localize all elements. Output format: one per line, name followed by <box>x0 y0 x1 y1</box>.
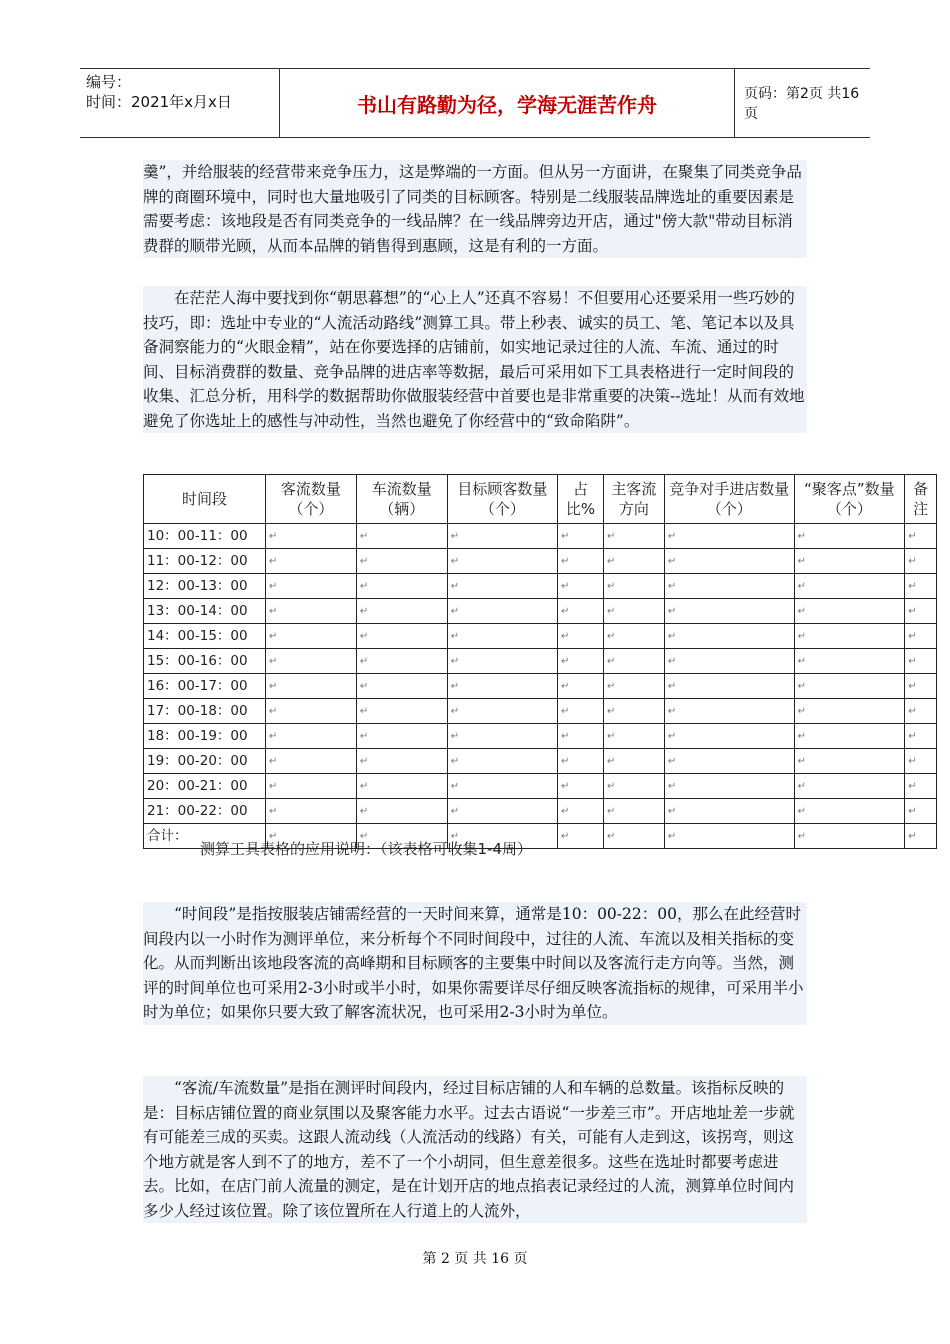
empty-data-cell <box>794 649 905 674</box>
paragraph-mark-icon: ↵ <box>667 581 677 592</box>
table-row <box>144 549 937 574</box>
paragraph-mark-icon: ↵ <box>908 606 917 617</box>
paragraph-mark-icon: ↵ <box>908 681 917 692</box>
empty-data-cell <box>356 724 447 749</box>
empty-data-cell <box>664 524 794 549</box>
table-body <box>144 524 937 849</box>
empty-data-cell <box>447 749 557 774</box>
paragraph-mark-icon: ↵ <box>667 556 677 567</box>
paragraph-mark-icon: ↵ <box>359 781 369 792</box>
paragraph-mark-icon: ↵ <box>908 831 917 842</box>
paragraph-mark-icon: ↵ <box>450 806 460 817</box>
paragraph-mark-icon: ↵ <box>667 706 677 717</box>
time-slot-cell: 14：00-15：00 <box>144 624 266 649</box>
empty-data-cell <box>905 549 937 574</box>
paragraph-mark-icon: ↵ <box>606 631 616 642</box>
paragraph-mark-icon: ↵ <box>450 781 460 792</box>
paragraph-mark-icon: ↵ <box>561 756 570 767</box>
paragraph-mark-icon: ↵ <box>797 631 806 642</box>
table-header-cell: 备注 <box>905 475 937 524</box>
paragraph-mark-icon: ↵ <box>450 556 460 567</box>
table-header-cell: 车流数量（辆） <box>356 475 447 524</box>
empty-data-cell <box>266 624 357 649</box>
empty-data-cell <box>447 774 557 799</box>
paragraph-mark-icon: ↵ <box>561 606 570 617</box>
paragraph-mark-icon: ↵ <box>561 681 570 692</box>
paragraph-mark-icon: ↵ <box>667 731 677 742</box>
empty-data-cell <box>603 749 664 774</box>
paragraph-mark-icon: ↵ <box>606 531 616 542</box>
paragraph-mark-icon: ↵ <box>359 831 369 842</box>
empty-data-cell <box>558 624 604 649</box>
empty-data-cell <box>794 799 905 824</box>
paragraph-mark-icon: ↵ <box>797 656 806 667</box>
empty-data-cell <box>356 624 447 649</box>
empty-data-cell <box>356 699 447 724</box>
empty-data-cell <box>356 649 447 674</box>
paragraph-mark-icon: ↵ <box>561 706 570 717</box>
empty-data-cell <box>603 824 664 849</box>
paragraph-mark-icon: ↵ <box>667 831 677 842</box>
paragraph-mark-icon: ↵ <box>269 556 278 567</box>
table-header-cell: 主客流方向 <box>603 475 664 524</box>
paragraph-mark-icon: ↵ <box>269 581 278 592</box>
paragraph-mark-icon: ↵ <box>797 756 806 767</box>
empty-data-cell <box>794 574 905 599</box>
empty-data-cell <box>905 724 937 749</box>
empty-data-cell <box>558 699 604 724</box>
empty-data-cell <box>664 549 794 574</box>
empty-data-cell <box>664 574 794 599</box>
paragraph-mark-icon: ↵ <box>606 581 616 592</box>
page-header <box>80 68 870 138</box>
paragraph-mark-icon: ↵ <box>269 731 278 742</box>
empty-data-cell <box>664 674 794 699</box>
paragraph-mark-icon: ↵ <box>359 606 369 617</box>
table-header-cell: “聚客点”数量（个） <box>794 475 905 524</box>
empty-data-cell <box>558 724 604 749</box>
body-paragraph-1 <box>143 160 807 258</box>
time-slot-cell: 16：00-17：00 <box>144 674 266 699</box>
empty-data-cell <box>905 799 937 824</box>
paragraph-mark-icon: ↵ <box>606 706 616 717</box>
empty-data-cell <box>558 674 604 699</box>
empty-data-cell <box>447 599 557 624</box>
paragraph-mark-icon: ↵ <box>450 581 460 592</box>
empty-data-cell <box>603 599 664 624</box>
empty-data-cell <box>603 724 664 749</box>
empty-data-cell <box>266 774 357 799</box>
empty-data-cell <box>603 574 664 599</box>
empty-data-cell <box>794 699 905 724</box>
paragraph-text: 羹”，并给服装的经营带来竞争压力，这是弊端的一方面。但从另一方面讲，在聚集了同类竞争品牌的商圈环境中，同时也大量地吸引了同类的目标顾客。特别是二线服装品牌选址的重要因素是需要考虑：该地段是否有同类竞争的一线品牌？在一线品牌旁边开店，通过"傍大款"带动目标消费群的顺带光顾，从而本品牌的销售得到惠顾，这是有利的一方面。 <box>143 163 802 255</box>
paragraph-mark-icon: ↵ <box>269 656 278 667</box>
empty-data-cell <box>905 624 937 649</box>
empty-data-cell <box>266 699 357 724</box>
body-paragraph-2 <box>143 286 807 433</box>
empty-data-cell <box>356 524 447 549</box>
paragraph-mark-icon: ↵ <box>797 556 806 567</box>
measurement-table <box>143 474 937 849</box>
empty-data-cell <box>356 774 447 799</box>
empty-data-cell <box>266 724 357 749</box>
empty-data-cell <box>558 749 604 774</box>
empty-data-cell <box>447 624 557 649</box>
header-page-info: 页码：第2页 共16页 <box>744 86 860 122</box>
table-row <box>144 724 937 749</box>
table-row <box>144 799 937 824</box>
paragraph-mark-icon: ↵ <box>269 831 278 842</box>
paragraph-mark-icon: ↵ <box>269 531 278 542</box>
empty-data-cell <box>603 799 664 824</box>
empty-data-cell <box>794 774 905 799</box>
paragraph-text: “客流/车流数量”是指在测评时间段内，经过目标店铺的人和车辆的总数量。该指标反映的是：目标店铺位置的商业氛围以及聚客能力水平。过去古语说“一步差三市”。开店地址差一步就有可能差三成的买卖。这跟人流动线（人流活动的线路）有关，可能有人走到这，该拐弯，则这个地方就是客人到不了的地方，差不了一个小胡同，但生意差很多。这些在选址时都要考虑进去。比如，在店门前人流量的测定，是在计划开店的地点掐表记录经过的人流，测算单位时间内多少人经过该位置。除了该位置所在人行道上的人流外， <box>143 1079 795 1220</box>
empty-data-cell <box>266 524 357 549</box>
empty-data-cell <box>447 674 557 699</box>
empty-data-cell <box>447 699 557 724</box>
time-slot-cell: 12：00-13：00 <box>144 574 266 599</box>
paragraph-mark-icon: ↵ <box>269 781 278 792</box>
empty-data-cell <box>905 699 937 724</box>
empty-data-cell <box>266 799 357 824</box>
empty-data-cell <box>794 549 905 574</box>
paragraph-mark-icon: ↵ <box>797 706 806 717</box>
paragraph-mark-icon: ↵ <box>561 806 570 817</box>
paragraph-mark-icon: ↵ <box>908 656 917 667</box>
table-row <box>144 774 937 799</box>
empty-data-cell <box>356 549 447 574</box>
table-header-cell: 时间段 <box>144 475 266 524</box>
empty-data-cell <box>603 774 664 799</box>
empty-data-cell <box>905 824 937 849</box>
empty-data-cell <box>447 524 557 549</box>
paragraph-mark-icon: ↵ <box>797 606 806 617</box>
paragraph-mark-icon: ↵ <box>561 831 570 842</box>
empty-data-cell <box>266 674 357 699</box>
empty-data-cell <box>905 599 937 624</box>
empty-data-cell <box>266 574 357 599</box>
paragraph-mark-icon: ↵ <box>908 631 917 642</box>
paragraph-mark-icon: ↵ <box>359 756 369 767</box>
paragraph-mark-icon: ↵ <box>908 531 917 542</box>
table-row <box>144 749 937 774</box>
paragraph-mark-icon: ↵ <box>606 556 616 567</box>
paragraph-mark-icon: ↵ <box>606 781 616 792</box>
paragraph-mark-icon: ↵ <box>450 606 460 617</box>
table-row <box>144 674 937 699</box>
paragraph-mark-icon: ↵ <box>269 681 278 692</box>
paragraph-mark-icon: ↵ <box>359 631 369 642</box>
paragraph-text: 在茫茫人海中要找到你“朝思暮想”的“心上人”还真不容易！不但要用心还要采用一些巧妙的技巧，即：选址中专业的“人流活动路线”测算工具。带上秒表、诚实的员工、笔、笔记本以及具备洞察能力的“火眼金精”，站在你要选择的店铺前，如实地记录过往的人流、车流、通过的时间、目标消费群的数量、竞争品牌的进店率等数据，最后可采用如下工具表格进行一定时间段的收集、汇总分析，用科学的数据帮助你做服装经营中首要也是非常重要的决策--选址！从而有效地避免了你选址上的感性与冲动性，当然也避免了你经营中的“致命陷阱”。 <box>143 289 805 430</box>
time-slot-cell: 合计： <box>144 824 266 849</box>
empty-data-cell <box>558 524 604 549</box>
paragraph-mark-icon: ↵ <box>359 531 369 542</box>
table-row <box>144 599 937 624</box>
paragraph-mark-icon: ↵ <box>667 756 677 767</box>
paragraph-mark-icon: ↵ <box>561 631 570 642</box>
empty-data-cell <box>664 749 794 774</box>
empty-data-cell <box>794 724 905 749</box>
paragraph-mark-icon: ↵ <box>908 781 917 792</box>
empty-data-cell <box>603 549 664 574</box>
empty-data-cell <box>447 724 557 749</box>
empty-data-cell <box>558 774 604 799</box>
paragraph-mark-icon: ↵ <box>667 656 677 667</box>
paragraph-mark-icon: ↵ <box>797 681 806 692</box>
empty-data-cell <box>603 699 664 724</box>
empty-data-cell <box>603 649 664 674</box>
paragraph-mark-icon: ↵ <box>908 731 917 742</box>
empty-data-cell <box>558 574 604 599</box>
paragraph-mark-icon: ↵ <box>908 706 917 717</box>
paragraph-mark-icon: ↵ <box>450 656 460 667</box>
empty-data-cell <box>447 799 557 824</box>
paragraph-mark-icon: ↵ <box>269 806 278 817</box>
paragraph-mark-icon: ↵ <box>606 656 616 667</box>
header-motto: 书山有路勤为径，学海无涯苦作舟 <box>280 69 735 137</box>
paragraph-mark-icon: ↵ <box>797 781 806 792</box>
empty-data-cell <box>266 599 357 624</box>
empty-data-cell <box>794 674 905 699</box>
paragraph-mark-icon: ↵ <box>269 706 278 717</box>
empty-data-cell <box>558 649 604 674</box>
paragraph-mark-icon: ↵ <box>606 731 616 742</box>
empty-data-cell <box>905 649 937 674</box>
empty-data-cell <box>356 749 447 774</box>
table-header-cell: 竞争对手进店数量（个） <box>664 475 794 524</box>
paragraph-mark-icon: ↵ <box>561 731 570 742</box>
time-slot-cell: 17：00-18：00 <box>144 699 266 724</box>
paragraph-mark-icon: ↵ <box>908 581 917 592</box>
paragraph-mark-icon: ↵ <box>797 731 806 742</box>
empty-data-cell <box>794 599 905 624</box>
time-slot-cell: 13：00-14：00 <box>144 599 266 624</box>
empty-data-cell <box>447 549 557 574</box>
empty-data-cell <box>664 824 794 849</box>
empty-data-cell <box>905 674 937 699</box>
empty-data-cell <box>664 699 794 724</box>
empty-data-cell <box>905 524 937 549</box>
paragraph-mark-icon: ↵ <box>797 831 806 842</box>
time-slot-cell: 18：00-19：00 <box>144 724 266 749</box>
paragraph-mark-icon: ↵ <box>359 681 369 692</box>
paragraph-mark-icon: ↵ <box>450 731 460 742</box>
table-row <box>144 649 937 674</box>
paragraph-mark-icon: ↵ <box>797 581 806 592</box>
time-slot-cell: 10：00-11：00 <box>144 524 266 549</box>
paragraph-text: “时间段”是指按服装店铺需经营的一天时间来算，通常是10：00-22：00，那么在此经营时间段内以一小时作为测评单位，来分析每个不同时间段中，过往的人流、车流以及相关指标的变化。从而判断出该地段客流的高峰期和目标顾客的主要集中时间以及客流行走方向等。当然，测评的时间单位也可采用2-3小时或半小时，如果你需要详尽仔细反映客流指标的规律，可采用半小时为单位；如果你只要大致了解客流状况，也可采用2-3小时为单位。 <box>143 905 804 1021</box>
paragraph-mark-icon: ↵ <box>359 581 369 592</box>
document-date-label: 时间：2021年x月x日 <box>86 93 232 111</box>
paragraph-mark-icon: ↵ <box>450 531 460 542</box>
table-header-row <box>144 475 937 524</box>
empty-data-cell <box>356 574 447 599</box>
empty-data-cell <box>664 799 794 824</box>
paragraph-mark-icon: ↵ <box>561 531 570 542</box>
table-row <box>144 524 937 549</box>
empty-data-cell <box>356 674 447 699</box>
empty-data-cell <box>905 774 937 799</box>
paragraph-mark-icon: ↵ <box>450 631 460 642</box>
table-row <box>144 574 937 599</box>
time-slot-cell: 21：00-22：00 <box>144 799 266 824</box>
document-number-label: 编号： <box>86 73 132 91</box>
empty-data-cell <box>794 824 905 849</box>
paragraph-mark-icon: ↵ <box>606 831 616 842</box>
paragraph-mark-icon: ↵ <box>908 806 917 817</box>
empty-data-cell <box>603 674 664 699</box>
empty-data-cell <box>794 624 905 649</box>
table-header-cell: 占比% <box>558 475 604 524</box>
empty-data-cell <box>447 574 557 599</box>
paragraph-mark-icon: ↵ <box>359 731 369 742</box>
empty-data-cell <box>603 524 664 549</box>
time-slot-cell: 15：00-16：00 <box>144 649 266 674</box>
paragraph-mark-icon: ↵ <box>359 656 369 667</box>
empty-data-cell <box>356 799 447 824</box>
paragraph-mark-icon: ↵ <box>667 806 677 817</box>
empty-data-cell <box>356 599 447 624</box>
paragraph-mark-icon: ↵ <box>269 606 278 617</box>
empty-data-cell <box>664 624 794 649</box>
empty-data-cell <box>558 549 604 574</box>
empty-data-cell <box>664 774 794 799</box>
empty-data-cell <box>447 649 557 674</box>
empty-data-cell <box>905 574 937 599</box>
paragraph-mark-icon: ↵ <box>561 656 570 667</box>
paragraph-mark-icon: ↵ <box>797 531 806 542</box>
paragraph-mark-icon: ↵ <box>269 756 278 767</box>
time-slot-cell: 11：00-12：00 <box>144 549 266 574</box>
time-slot-cell: 20：00-21：00 <box>144 774 266 799</box>
table-row <box>144 624 937 649</box>
empty-data-cell <box>794 749 905 774</box>
paragraph-mark-icon: ↵ <box>667 631 677 642</box>
empty-data-cell <box>664 649 794 674</box>
paragraph-mark-icon: ↵ <box>667 781 677 792</box>
paragraph-mark-icon: ↵ <box>561 781 570 792</box>
paragraph-mark-icon: ↵ <box>450 756 460 767</box>
header-meta <box>80 69 280 137</box>
empty-data-cell <box>266 649 357 674</box>
paragraph-mark-icon: ↵ <box>561 581 570 592</box>
table-caption: 测算工具表格的应用说明：（该表格可收集1-4周） <box>200 840 533 858</box>
page-footer: 第 2 页 共 16 页 <box>422 1251 528 1267</box>
paragraph-mark-icon: ↵ <box>667 681 677 692</box>
measurement-table-figure <box>143 474 941 844</box>
paragraph-mark-icon: ↵ <box>606 806 616 817</box>
paragraph-mark-icon: ↵ <box>797 806 806 817</box>
empty-data-cell <box>603 624 664 649</box>
empty-data-cell <box>558 824 604 849</box>
paragraph-mark-icon: ↵ <box>359 806 369 817</box>
empty-data-cell <box>266 749 357 774</box>
paragraph-mark-icon: ↵ <box>450 681 460 692</box>
empty-data-cell <box>558 599 604 624</box>
body-paragraph-3 <box>143 902 807 1025</box>
paragraph-mark-icon: ↵ <box>908 556 917 567</box>
paragraph-mark-icon: ↵ <box>667 531 677 542</box>
empty-data-cell <box>794 524 905 549</box>
empty-data-cell <box>558 799 604 824</box>
paragraph-mark-icon: ↵ <box>908 756 917 767</box>
paragraph-mark-icon: ↵ <box>606 606 616 617</box>
table-header-cell: 客流数量（个） <box>266 475 357 524</box>
time-slot-cell: 19：00-20：00 <box>144 749 266 774</box>
empty-data-cell <box>905 749 937 774</box>
empty-data-cell <box>266 549 357 574</box>
paragraph-mark-icon: ↵ <box>450 831 460 842</box>
paragraph-mark-icon: ↵ <box>606 756 616 767</box>
table-row <box>144 699 937 724</box>
paragraph-mark-icon: ↵ <box>667 606 677 617</box>
paragraph-mark-icon: ↵ <box>606 681 616 692</box>
paragraph-mark-icon: ↵ <box>561 556 570 567</box>
paragraph-mark-icon: ↵ <box>269 631 278 642</box>
empty-data-cell <box>664 724 794 749</box>
empty-data-cell <box>664 599 794 624</box>
paragraph-mark-icon: ↵ <box>359 706 369 717</box>
paragraph-mark-icon: ↵ <box>450 706 460 717</box>
table-header-cell: 目标顾客数量（个） <box>447 475 557 524</box>
paragraph-mark-icon: ↵ <box>359 556 369 567</box>
body-paragraph-4 <box>143 1076 807 1223</box>
